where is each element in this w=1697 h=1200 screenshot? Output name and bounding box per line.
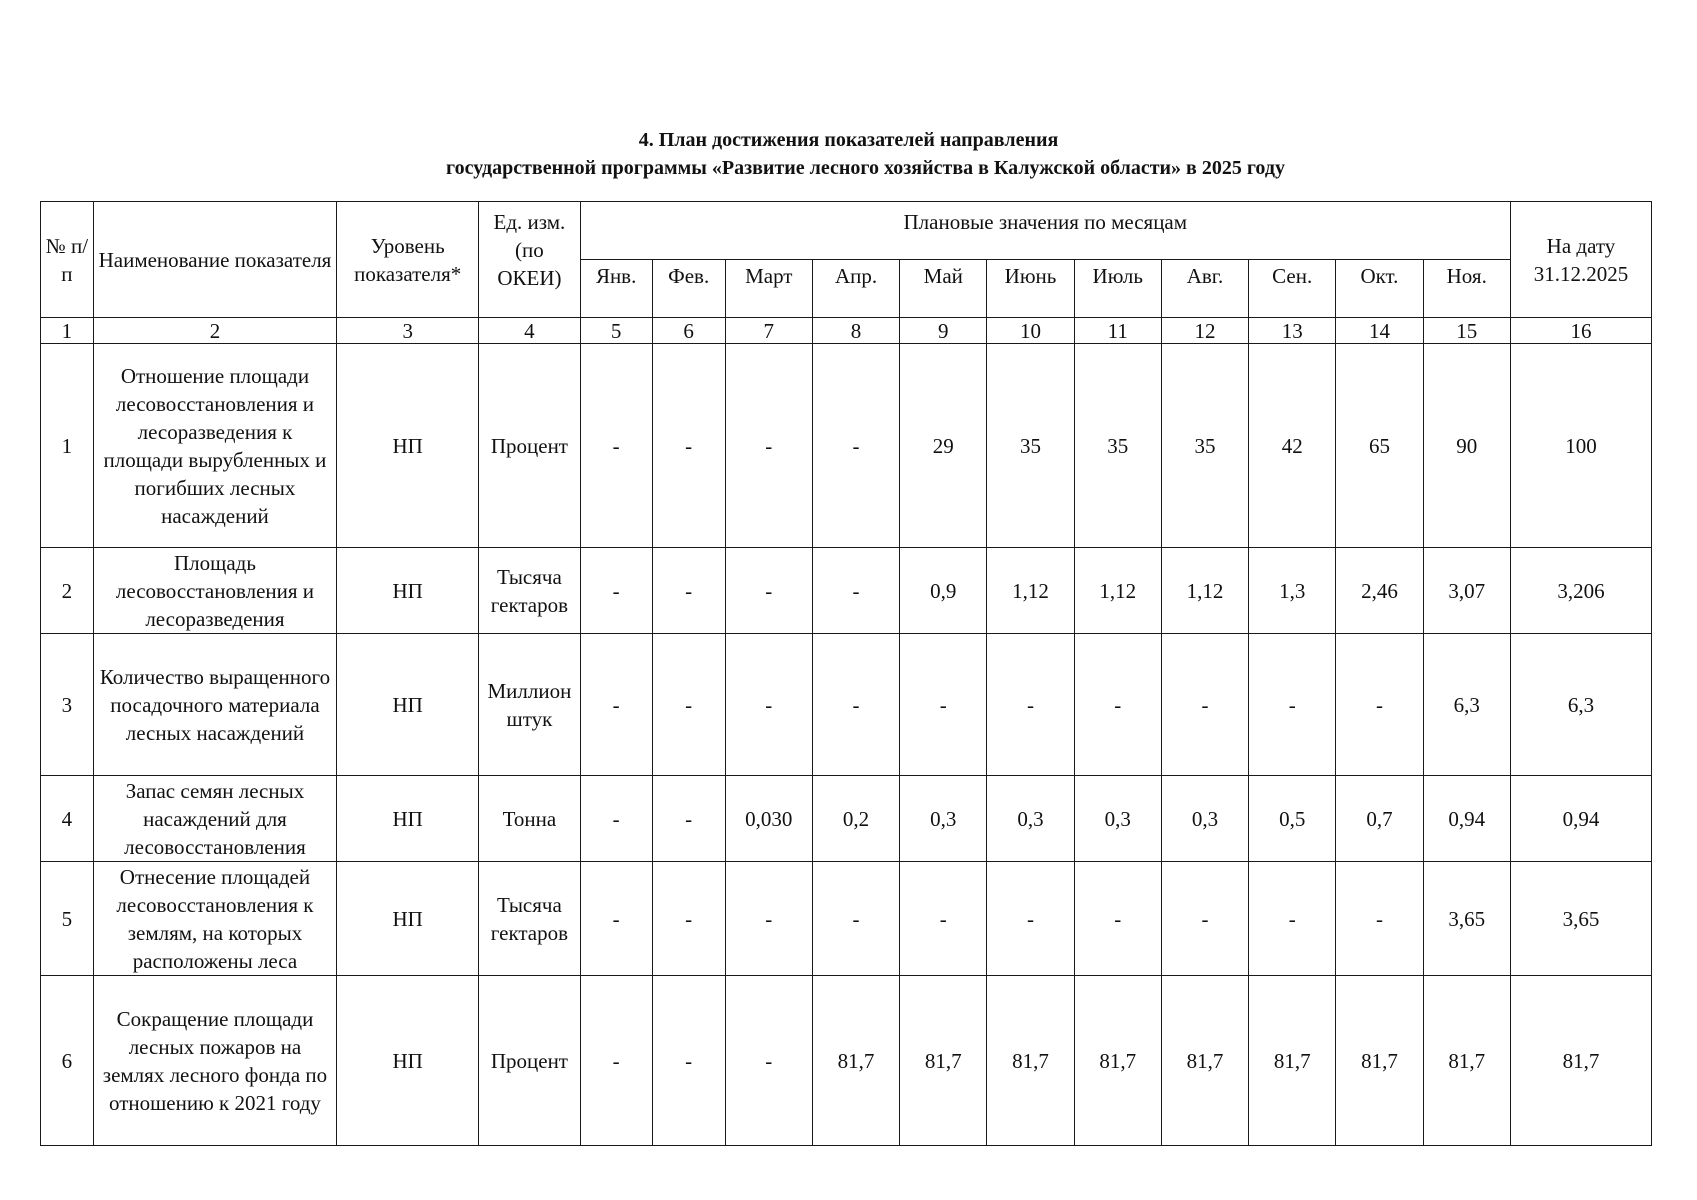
month-value-cell: 35 xyxy=(987,344,1074,548)
indicator-name-cell: Сокращение площади лесных пожаров на землях лесного фонда по отношению к 2021 году xyxy=(93,976,336,1146)
month-value-cell: - xyxy=(580,976,652,1146)
header-month: Фев. xyxy=(652,260,725,318)
month-value-cell: 0,7 xyxy=(1336,776,1423,862)
indicator-level-cell: НП xyxy=(337,862,479,976)
header-month: Март xyxy=(725,260,812,318)
column-number: 3 xyxy=(337,318,479,344)
table-header-row xyxy=(41,202,1652,260)
month-value-cell: - xyxy=(725,548,812,634)
header-monthly-group: Плановые значения по месяцам xyxy=(580,202,1510,260)
month-value-cell: 2,46 xyxy=(1336,548,1423,634)
table-row xyxy=(41,976,1652,1146)
column-number: 12 xyxy=(1161,318,1248,344)
document-title xyxy=(0,126,1697,182)
header-date: На дату 31.12.2025 xyxy=(1510,202,1651,318)
month-value-cell: 1,3 xyxy=(1249,548,1336,634)
header-num: № п/п xyxy=(41,202,94,318)
column-number: 7 xyxy=(725,318,812,344)
row-num-cell: 2 xyxy=(41,548,94,634)
row-num-cell: 3 xyxy=(41,634,94,776)
indicator-name-cell: Количество выращенного посадочного материала лесных насаждений xyxy=(93,634,336,776)
month-value-cell: 1,12 xyxy=(1161,548,1248,634)
month-value-cell: 0,030 xyxy=(725,776,812,862)
month-value-cell: 0,5 xyxy=(1249,776,1336,862)
date-value-cell: 3,65 xyxy=(1510,862,1651,976)
month-value-cell: - xyxy=(987,634,1074,776)
date-value-cell: 3,206 xyxy=(1510,548,1651,634)
header-month: Июль xyxy=(1074,260,1161,318)
header-level: Уровень показателя* xyxy=(337,202,479,318)
month-value-cell: 35 xyxy=(1161,344,1248,548)
table-row xyxy=(41,548,1652,634)
month-value-cell: - xyxy=(652,776,725,862)
column-number: 2 xyxy=(93,318,336,344)
month-value-cell: 81,7 xyxy=(1423,976,1510,1146)
month-value-cell: 0,3 xyxy=(1074,776,1161,862)
unit-cell: Процент xyxy=(479,976,580,1146)
month-value-cell: 35 xyxy=(1074,344,1161,548)
month-value-cell: - xyxy=(652,548,725,634)
month-value-cell: - xyxy=(1074,634,1161,776)
date-value-cell: 100 xyxy=(1510,344,1651,548)
month-value-cell: - xyxy=(812,548,899,634)
column-number: 1 xyxy=(41,318,94,344)
table-row xyxy=(41,344,1652,548)
month-value-cell: 1,12 xyxy=(1074,548,1161,634)
month-value-cell: 0,2 xyxy=(812,776,899,862)
month-value-cell: - xyxy=(580,776,652,862)
column-number: 14 xyxy=(1336,318,1423,344)
indicator-level-cell: НП xyxy=(337,776,479,862)
column-number: 6 xyxy=(652,318,725,344)
month-value-cell: 81,7 xyxy=(1074,976,1161,1146)
unit-cell: Тонна xyxy=(479,776,580,862)
column-number: 4 xyxy=(479,318,580,344)
month-value-cell: 90 xyxy=(1423,344,1510,548)
month-value-cell: - xyxy=(812,634,899,776)
month-value-cell: - xyxy=(1249,634,1336,776)
header-unit: Ед. изм. (по ОКЕИ) xyxy=(479,202,580,318)
month-value-cell: - xyxy=(652,976,725,1146)
month-value-cell: - xyxy=(652,862,725,976)
month-value-cell: 81,7 xyxy=(987,976,1074,1146)
column-number: 15 xyxy=(1423,318,1510,344)
date-value-cell: 0,94 xyxy=(1510,776,1651,862)
month-value-cell: 81,7 xyxy=(1336,976,1423,1146)
column-number: 9 xyxy=(900,318,987,344)
column-number: 13 xyxy=(1249,318,1336,344)
unit-cell: Тысяча гектаров xyxy=(479,862,580,976)
column-number: 5 xyxy=(580,318,652,344)
month-value-cell: 0,9 xyxy=(900,548,987,634)
table-row xyxy=(41,862,1652,976)
month-value-cell: - xyxy=(900,634,987,776)
indicator-level-cell: НП xyxy=(337,548,479,634)
indicator-level-cell: НП xyxy=(337,344,479,548)
table-row xyxy=(41,776,1652,862)
header-month: Май xyxy=(900,260,987,318)
month-value-cell: 0,3 xyxy=(1161,776,1248,862)
indicators-plan-table xyxy=(40,201,1652,1146)
title-line-1: 4. План достижения показателей направления xyxy=(638,129,1059,151)
header-month: Ноя. xyxy=(1423,260,1510,318)
indicator-name-cell: Отношение площади лесовосстановления и лесоразведения к площади вырубленных и погибших лесных насаждений xyxy=(93,344,336,548)
header-name: Наименование показателя xyxy=(93,202,336,318)
month-value-cell: - xyxy=(580,862,652,976)
indicator-name-cell: Площадь лесовосстановления и лесоразведения xyxy=(93,548,336,634)
month-value-cell: 42 xyxy=(1249,344,1336,548)
column-number: 16 xyxy=(1510,318,1651,344)
date-value-cell: 81,7 xyxy=(1510,976,1651,1146)
month-value-cell: 81,7 xyxy=(1249,976,1336,1146)
header-month: Сен. xyxy=(1249,260,1336,318)
month-value-cell: - xyxy=(1336,634,1423,776)
table-row xyxy=(41,634,1652,776)
month-value-cell: - xyxy=(1249,862,1336,976)
month-value-cell: 81,7 xyxy=(812,976,899,1146)
unit-cell: Миллион штук xyxy=(479,634,580,776)
month-value-cell: - xyxy=(1161,862,1248,976)
month-value-cell: 0,3 xyxy=(987,776,1074,862)
month-value-cell: 3,07 xyxy=(1423,548,1510,634)
month-value-cell: - xyxy=(580,634,652,776)
month-value-cell: 3,65 xyxy=(1423,862,1510,976)
column-number: 11 xyxy=(1074,318,1161,344)
header-month: Авг. xyxy=(1161,260,1248,318)
header-month: Янв. xyxy=(580,260,652,318)
indicator-name-cell: Отнесение площадей лесовосстановления к землям, на которых расположены леса xyxy=(93,862,336,976)
month-value-cell: 81,7 xyxy=(900,976,987,1146)
month-value-cell: - xyxy=(1336,862,1423,976)
month-value-cell: - xyxy=(812,862,899,976)
month-value-cell: - xyxy=(725,976,812,1146)
month-value-cell: - xyxy=(725,634,812,776)
unit-cell: Тысяча гектаров xyxy=(479,548,580,634)
month-value-cell: - xyxy=(1161,634,1248,776)
indicator-name-cell: Запас семян лесных насаждений для лесовосстановления xyxy=(93,776,336,862)
month-value-cell: - xyxy=(580,344,652,548)
month-value-cell: - xyxy=(725,862,812,976)
month-value-cell: 81,7 xyxy=(1161,976,1248,1146)
month-value-cell: 65 xyxy=(1336,344,1423,548)
table-body xyxy=(41,344,1652,1146)
date-value-cell: 6,3 xyxy=(1510,634,1651,776)
month-value-cell: 0,94 xyxy=(1423,776,1510,862)
row-num-cell: 6 xyxy=(41,976,94,1146)
month-value-cell: 6,3 xyxy=(1423,634,1510,776)
month-value-cell: 1,12 xyxy=(987,548,1074,634)
unit-cell: Процент xyxy=(479,344,580,548)
month-value-cell: - xyxy=(812,344,899,548)
month-value-cell: - xyxy=(725,344,812,548)
month-value-cell: - xyxy=(900,862,987,976)
month-value-cell: - xyxy=(987,862,1074,976)
month-value-cell: - xyxy=(652,344,725,548)
month-value-cell: - xyxy=(652,634,725,776)
title-line-2: государственной программы «Развитие лесного хозяйства в Калужской области» в 2025 году xyxy=(446,157,1285,179)
row-num-cell: 4 xyxy=(41,776,94,862)
table-column-numbers-row xyxy=(41,318,1652,344)
month-value-cell: - xyxy=(1074,862,1161,976)
header-month: Июнь xyxy=(987,260,1074,318)
indicator-level-cell: НП xyxy=(337,634,479,776)
header-month: Окт. xyxy=(1336,260,1423,318)
month-value-cell: - xyxy=(580,548,652,634)
header-month: Апр. xyxy=(812,260,899,318)
column-number: 10 xyxy=(987,318,1074,344)
row-num-cell: 5 xyxy=(41,862,94,976)
indicator-level-cell: НП xyxy=(337,976,479,1146)
column-number: 8 xyxy=(812,318,899,344)
month-value-cell: 29 xyxy=(900,344,987,548)
row-num-cell: 1 xyxy=(41,344,94,548)
month-value-cell: 0,3 xyxy=(900,776,987,862)
